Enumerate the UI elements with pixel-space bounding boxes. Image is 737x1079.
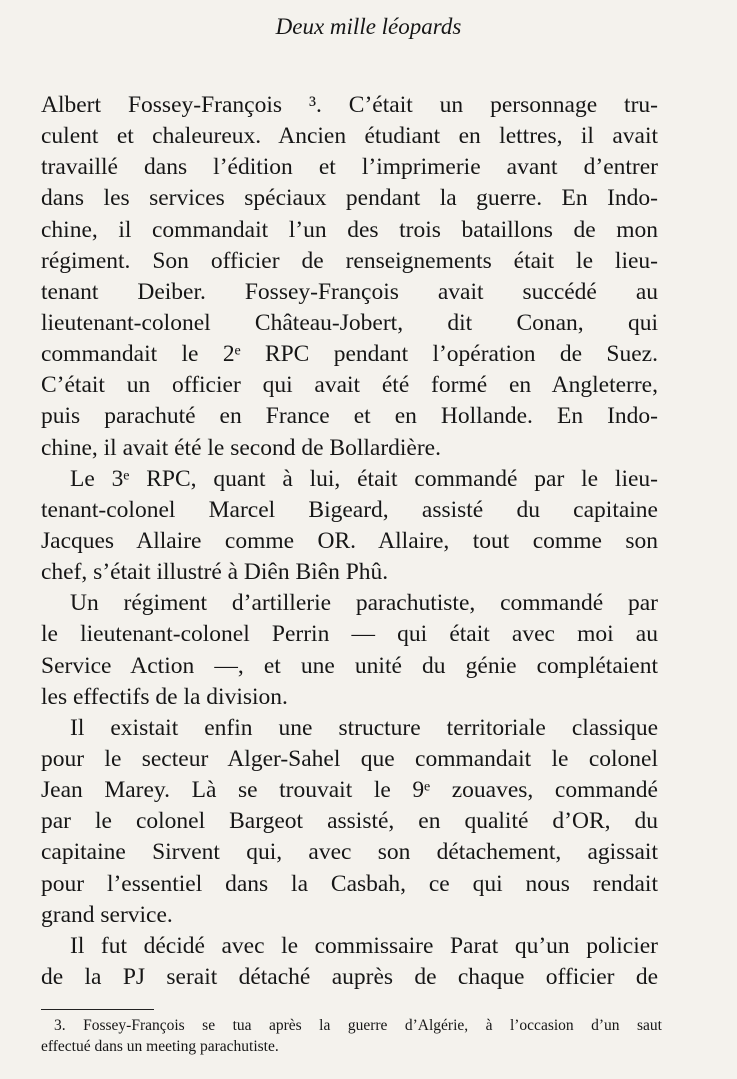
body_lines-line: chine, il commandait l’un des trois bataillons de mon xyxy=(41,216,658,243)
body_lines-line: pour le secteur Alger-Sahel que commandait le colonel xyxy=(41,745,658,772)
body-text xyxy=(41,90,658,993)
body_lines-line: Il existait enfin une structure territoriale classique xyxy=(70,714,658,741)
body_lines-line: le lieutenant-colonel Perrin — qui était avec moi au xyxy=(41,621,658,648)
body_lines-line: par le colonel Bargeot assisté, en qualité d’OR, du xyxy=(41,808,658,835)
body_lines-line: Un régiment d’artillerie parachutiste, commandé par xyxy=(70,590,658,617)
body_lines-line: Le 3ᵉ RPC, quant à lui, était commandé par le lieu- xyxy=(70,465,658,492)
body_lines-line: grand service. xyxy=(41,901,173,928)
body_lines-line: Jean Marey. Là se trouvait le 9ᵉ zouaves, commandé xyxy=(41,777,658,804)
body_lines-line: les effectifs de la division. xyxy=(41,683,288,710)
footnote_lines-line: 3. Fossey-François se tua après la guerre d’Algérie, à l’occasion d’un saut xyxy=(54,1017,662,1034)
body_lines-line: Jacques Allaire comme OR. Allaire, tout comme son xyxy=(41,527,658,554)
running-head: Deux mille léopards xyxy=(275,14,462,39)
body_lines-line: Il fut décidé avec le commissaire Parat qu’un policier xyxy=(70,932,658,959)
body_lines-line: lieutenant-colonel Château-Jobert, dit Conan, qui xyxy=(41,309,658,336)
body_lines-line: pour l’essentiel dans la Casbah, ce qui nous rendait xyxy=(41,870,658,897)
body_lines-line: régiment. Son officier de renseignements était le lieu- xyxy=(41,247,658,274)
body_lines-line: chef, s’était illustré à Diên Biên Phû. xyxy=(41,559,389,586)
body_lines-line: capitaine Sirvent qui, avec son détachement, agissait xyxy=(41,839,658,866)
body_lines-line: Service Action —, et une unité du génie complétaient xyxy=(41,652,658,679)
body_lines-line: travaillé dans l’édition et l’imprimerie avant d’entrer xyxy=(41,154,658,181)
body_lines-line: dans les services spéciaux pendant la guerre. En Indo- xyxy=(41,185,658,212)
body_lines-line: Albert Fossey-François ³. C’était un personnage tru- xyxy=(41,92,658,118)
body_lines-line: culent et chaleureux. Ancien étudiant en lettres, il avait xyxy=(41,123,658,150)
body_lines-line: de la PJ serait détaché auprès de chaque officier de xyxy=(41,963,658,990)
body_lines-line: chine, il avait été le second de Bollardière. xyxy=(41,434,441,461)
body_lines-line: commandait le 2ᵉ RPC pendant l’opération de Suez. xyxy=(41,341,658,368)
footnote_lines-line: effectué dans un meeting parachutiste. xyxy=(41,1038,279,1055)
footnote-rule xyxy=(41,1009,154,1010)
body_lines-line: puis parachuté en France et en Hollande. En Indo- xyxy=(41,403,658,430)
body_lines-line: C’était un officier qui avait été formé en Angleterre, xyxy=(41,372,658,399)
footnote xyxy=(41,1015,662,1057)
body_lines-line: tenant-colonel Marcel Bigeard, assisté du capitaine xyxy=(41,496,658,523)
body_lines-line: tenant Deiber. Fossey-François avait succédé au xyxy=(41,278,658,305)
